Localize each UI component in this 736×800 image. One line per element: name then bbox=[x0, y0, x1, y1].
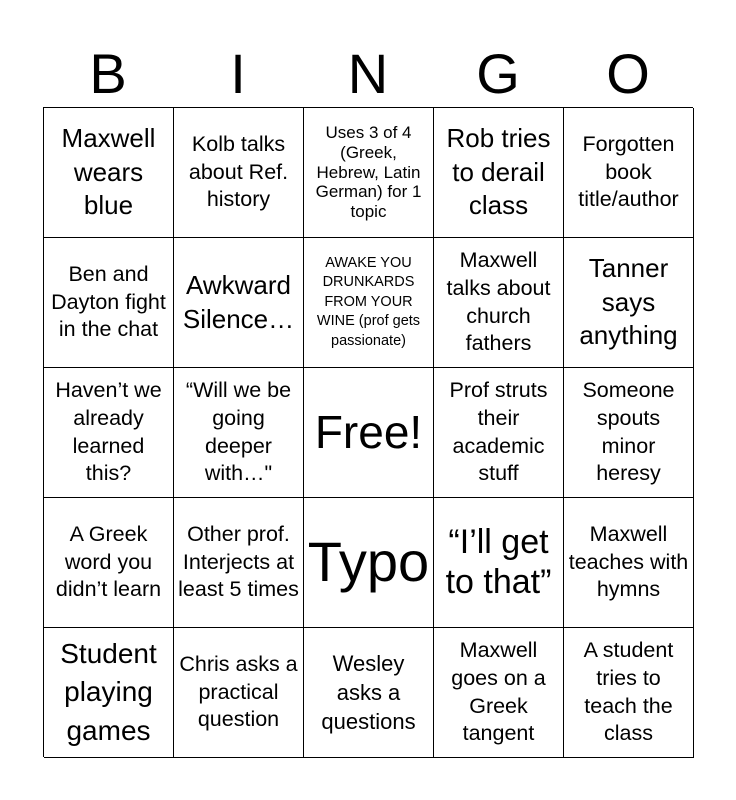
bingo-board bbox=[43, 107, 693, 757]
bingo-cell[interactable]: Typo bbox=[304, 498, 434, 628]
bingo-cell[interactable]: Prof struts their academic stuff bbox=[434, 368, 564, 498]
bingo-cell[interactable]: Chris asks a practical question bbox=[174, 628, 304, 758]
bingo-cell[interactable]: Ben and Dayton fight in the chat bbox=[44, 238, 174, 368]
bingo-cell[interactable]: Tanner says anything bbox=[564, 238, 694, 368]
bingo-cell-free[interactable]: Free! bbox=[304, 368, 434, 498]
bingo-cell[interactable]: AWAKE YOU DRUNKARDS FROM YOUR WINE (prof gets passionate) bbox=[304, 238, 434, 368]
bingo-cell[interactable]: Forgotten book title/author bbox=[564, 108, 694, 238]
bingo-cell[interactable]: A Greek word you didn’t learn bbox=[44, 498, 174, 628]
header-letter-n: N bbox=[347, 42, 389, 105]
bingo-cell[interactable]: Maxwell wears blue bbox=[44, 108, 174, 238]
bingo-cell[interactable]: Kolb talks about Ref. history bbox=[174, 108, 304, 238]
bingo-cell[interactable]: “I’ll get to that” bbox=[434, 498, 564, 628]
bingo-cell[interactable]: Other prof. Interjects at least 5 times bbox=[174, 498, 304, 628]
bingo-cell[interactable]: “Will we be going deeper with…" bbox=[174, 368, 304, 498]
bingo-cell[interactable]: Awkward Silence… bbox=[174, 238, 304, 368]
bingo-cell[interactable]: Maxwell goes on a Greek tangent bbox=[434, 628, 564, 758]
header-letter-b: B bbox=[89, 42, 127, 105]
bingo-header bbox=[43, 40, 693, 108]
header-letter-i: I bbox=[230, 42, 246, 105]
bingo-cell[interactable]: Maxwell teaches with hymns bbox=[564, 498, 694, 628]
bingo-cell[interactable]: Maxwell talks about church fathers bbox=[434, 238, 564, 368]
bingo-cell[interactable]: A student tries to teach the class bbox=[564, 628, 694, 758]
bingo-cell[interactable]: Rob tries to derail class bbox=[434, 108, 564, 238]
header-letter-g: G bbox=[476, 42, 520, 105]
bingo-cell[interactable]: Someone spouts minor heresy bbox=[564, 368, 694, 498]
bingo-cell[interactable]: Student playing games bbox=[44, 628, 174, 758]
bingo-cell[interactable]: Wesley asks a questions bbox=[304, 628, 434, 758]
bingo-cell[interactable]: Uses 3 of 4 (Greek, Hebrew, Latin German) for 1 topic bbox=[304, 108, 434, 238]
bingo-cell[interactable]: Haven’t we already learned this? bbox=[44, 368, 174, 498]
header-letter-o: O bbox=[606, 42, 650, 105]
